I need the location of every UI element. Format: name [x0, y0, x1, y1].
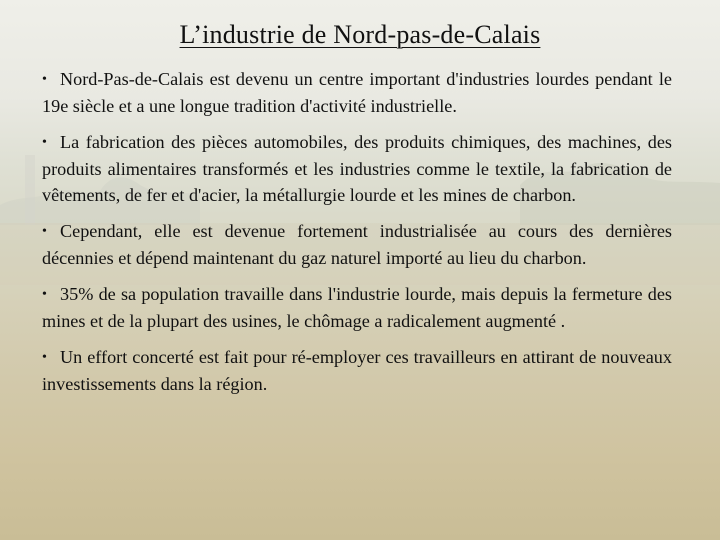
bullet-dot: • — [42, 135, 47, 150]
bullet-item — [42, 281, 672, 334]
bullet-list — [42, 66, 672, 397]
bullet-item — [42, 66, 672, 119]
bullet-text: Nord-Pas-de-Calais est devenu un centre important d'industries lourdes pendant le 19e siècle et a une longue tradition d'activité industrielle. — [42, 69, 672, 116]
bullet-text: 35% de sa population travaille dans l'industrie lourde, mais depuis la fermeture des mines et de la plupart des usines, le chômage a radicalement augmenté . — [42, 284, 672, 331]
bullet-item — [42, 218, 672, 271]
bullet-dot: • — [42, 224, 47, 239]
bullet-text: Cependant, elle est devenue fortement industrialisée au cours des dernières décennies et dépend maintenant du gaz naturel importé au lieu du charbon. — [42, 221, 672, 268]
bullet-dot: • — [42, 72, 47, 87]
bullet-dot: • — [42, 350, 47, 365]
slide-title: L’industrie de Nord-pas-de-Calais — [179, 20, 541, 49]
bullet-item — [42, 344, 672, 397]
bullet-item — [42, 129, 672, 208]
bullet-dot: • — [42, 287, 47, 302]
bullet-text: Un effort concerté est fait pour ré-employer ces travailleurs en attirant de nouveaux investissements dans la région. — [42, 347, 672, 394]
bullet-text: La fabrication des pièces automobiles, des produits chimiques, des machines, des produits alimentaires transformés et les industries comme le textile, la fabrication de vêtements, de fer et d'acier, la métallurgie lourde et les mines de charbon. — [42, 132, 672, 205]
